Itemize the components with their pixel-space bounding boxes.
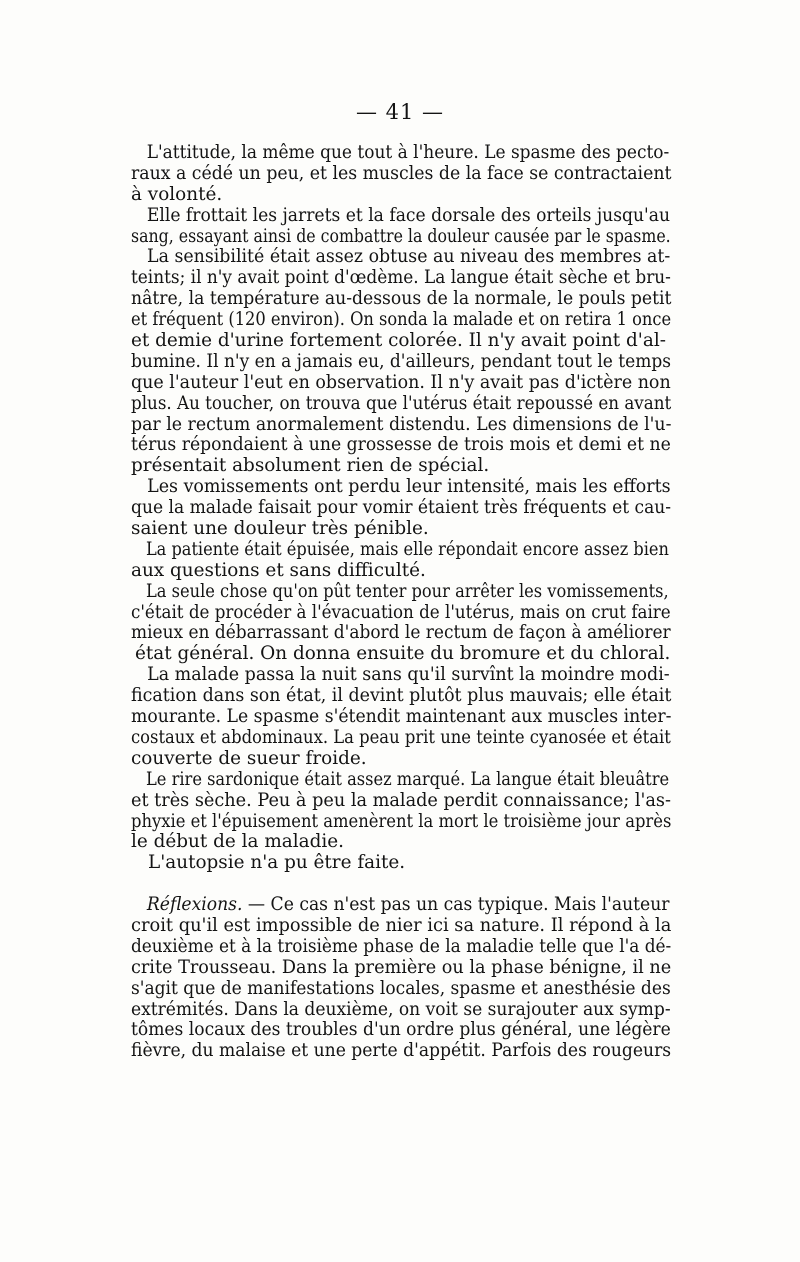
text-line [131,142,670,164]
line-text: fication dans son état, il devint plutôt plus mauvais; elle était [131,685,672,707]
line-text: La malade passa la nuit sans qu'il survînt la moindre modi- [147,664,670,686]
text-line [131,225,671,248]
line-text: le début de la maladie. [131,831,344,853]
text-line [131,309,672,331]
line-text: état général. On donna ensuite du bromure et du chloral. [135,643,671,665]
text-line [131,685,672,707]
text-line [131,768,670,791]
text-line [131,726,671,749]
line-text: s'agit que de manifestations locales, spasme et anesthésie des [131,977,671,999]
text-line [131,935,672,958]
text-line [131,162,672,185]
text-line [131,413,672,436]
text-line [131,977,671,1000]
line-text: La patiente était épuisée, mais elle répondait encore assez bien [145,538,669,560]
line-text: sang, essayant ainsi de combattre la douleur causée par le spasme. [131,225,671,247]
text-line [131,998,671,1021]
line-text: térus répondaient à une grossesse de trois mois et demi et ne [131,434,671,456]
line-text: que la malade faisait pour vomir étaient très fréquents et cau- [131,497,672,519]
line-text: tômes locaux des troubles d'un ordre plus général, une légère [131,1019,671,1041]
line-text: et fréquent (120 environ). On sonda la malade et on retira 1 once [131,309,672,331]
line-text: par le rectum anormalement distendu. Les dimensions de l'u- [131,413,672,435]
text-line [131,1040,672,1062]
text-line [131,267,671,289]
text-line [131,810,672,833]
text-line [131,580,669,603]
line-text: saient une douleur très pénible. [131,518,429,540]
line-text: L'attitude, la même que tout à l'heure. Le spasme des pecto- [146,142,670,163]
text-line [131,519,671,540]
text-line [131,561,671,582]
text-line [131,204,671,227]
text-line [131,853,671,874]
text-line [131,789,671,812]
line-text: nâtre, la température au-dessous de la normale, le pouls petit [131,288,672,310]
line-text: — Ce cas n'est pas un cas typique. Mais l'auteur [242,894,670,916]
line-text: extrémités. Dans la deuxième, on voit se surajouter aux symp- [131,998,671,1020]
text-line [131,476,671,498]
text-line [131,644,671,665]
text-line [131,456,671,477]
text-line [131,832,671,853]
line-text: à volonté. [131,183,223,205]
text-line [131,706,672,728]
text-line [131,288,672,310]
line-text: que l'auteur l'eut en observation. Il n'y avait pas d'ictère non [131,371,671,393]
line-text: aux questions et sans difficulté. [131,559,426,581]
line-text: Elle frottait les jarrets et la face dorsale des orteils jusqu'au [146,204,671,226]
line-text: mourante. Le spasme s'étendit maintenant aux muscles inter- [131,706,672,728]
text-line [131,392,672,415]
text-line [131,749,671,770]
text-line [131,914,672,937]
line-text: plus. Au toucher, on trouva que l'utérus était repoussé en avant [131,392,672,414]
text-line [131,331,671,352]
text-line [131,371,671,394]
text-line [131,956,672,979]
blank-line [131,874,671,895]
line-text: et très sèche. Peu à peu la malade perdit connaissance; l'as- [131,789,671,811]
page-number: — 41 — [355,100,445,124]
line-text: costaux et abdominaux. La peau prit une teinte cyanosée et était [131,726,671,748]
line-text: Le rire sardonique était assez marqué. La langue était bleuâtre [146,768,670,790]
line-text: deuxième et à la troisième phase de la maladie telle que l'a dé- [131,935,672,957]
text-line [131,894,670,916]
line-text: teints; il n'y avait point d'œdème. La langue était sèche et bru- [131,267,671,289]
body-text [131,143,671,1062]
line-text: La seule chose qu'on pût tenter pour arrêter les vomissements, [146,580,669,602]
line-text: crite Trousseau. Dans la première ou la phase bénigne, il ne [131,956,672,978]
text-line [131,1019,671,1041]
italic-heading: Réflexions. [146,894,243,916]
line-text: La sensibilité était assez obtuse au niveau des membres at- [147,246,671,268]
line-text: et demie d'urine fortement colorée. Il n'y avait point d'al- [131,330,666,352]
line-text: bumine. Il n'y en a jamais eu, d'ailleurs, pendant tout le temps [131,350,672,372]
text-line [131,622,671,644]
line-text: mieux en débarrassant d'abord le rectum de façon à améliorer [131,622,671,644]
line-text: L'autopsie n'a pu être faite. [148,852,406,874]
text-line [131,246,671,268]
line-text: phyxie et l'épuisement amenèrent la mort le troisième jour après [131,810,672,832]
line-text: présentait absolument rien de spécial. [131,455,490,477]
line-text: Les vomissements ont perdu leur intensité, mais les efforts [147,476,671,498]
text-line [131,538,669,561]
line-text: raux a cédé un peu, et les muscles de la face se contractaient [131,162,672,184]
line-text: couverte de sueur froide. [131,747,367,769]
text-line [131,664,670,686]
text-line [131,185,671,206]
text-line [131,434,671,456]
line-text: croit qu'il est impossible de nier ici sa nature. Il répond à la [131,914,672,936]
text-line [131,350,672,373]
text-line [131,497,672,519]
line-text: c'était de procéder à l'évacuation de l'utérus, mais on crut faire [131,601,671,623]
text-line [131,601,671,624]
line-text: fièvre, du malaise et une perte d'appétit. Parfois des rougeurs [131,1040,672,1062]
